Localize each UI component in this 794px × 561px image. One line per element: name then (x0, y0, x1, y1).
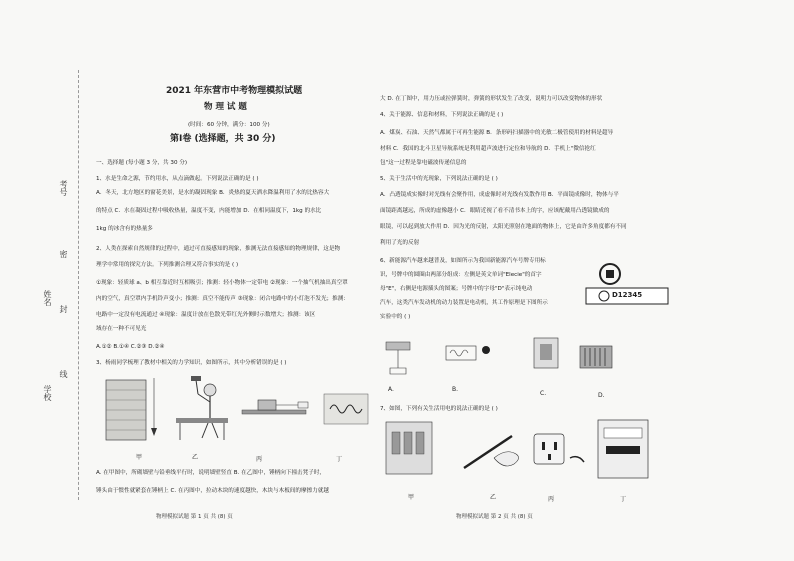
q3-label-ding: 丁 (336, 456, 343, 463)
q7-label-jia: 甲 (408, 494, 415, 501)
margin-feng: 封 (59, 305, 68, 313)
left-footer: 物理模拟试题 第 1 页 共 (8) 页 (156, 514, 233, 520)
margin-mi: 密 (59, 250, 68, 258)
right-footer: 物理模拟试题 第 2 页 共 (8) 页 (456, 514, 533, 520)
part-heading: 一、选择题 (每小题 3 分，共 30 分) (96, 160, 188, 166)
q2-line: 内的空气，真空罩内手机铃声变小；推测：真空不能传声 ③现象：闭合电路中的小灯泡不发光；推测： (96, 296, 349, 302)
option-d-heater (580, 346, 612, 368)
spring-figure (324, 394, 368, 424)
q4-option-line: A．煤炭、石油、天然气都属于可再生能源 B．条形码扫描器中的光敏二极管使用的材料是超导 (380, 130, 614, 136)
q6-line: 汽车，这类汽车发动机的动力装置是电动机，其工作原理是下图所示 (380, 300, 548, 306)
q1-line: A．冬天，北方地区的窗花美景，是水的凝固现象 B．炎热的夏天洒水降温利用了水的比热容大 (96, 190, 330, 196)
margin-xian: 线 (59, 370, 68, 378)
q3-option-line: 锤头由于惯性就紧套在锤柄上 C. 在丙图中，拉动木块的速度越快，木块与木板间的摩擦力就越 (96, 488, 329, 494)
brick-wall-figure (106, 378, 157, 440)
q7-label-bing: 丙 (548, 496, 555, 503)
binding-margin (28, 180, 88, 420)
q2-line: 域存在一种不可见光 (96, 326, 147, 332)
q3-label-bing: 丙 (256, 456, 263, 463)
q7-figures (384, 418, 654, 488)
exam-meta: (时间：60 分钟，满分：100 分) (188, 122, 270, 128)
q6-line: 母"E"，右侧是电源插头的图案；号牌中的字母"D"表示纯电动 (380, 286, 533, 292)
hammer-figure (176, 376, 228, 440)
q6-label-b: B. (452, 386, 459, 393)
q4-option-line: 材料 C．我国的北斗卫星导航系统是利用超声波进行定位和导航的 D．手机上"微信抢红 (380, 146, 596, 152)
q6-line: 6、新能源汽车越来越普及，如图所示为我国新能源汽车号牌专用标 (380, 258, 546, 264)
q6-label-a: A. (388, 386, 394, 393)
test-pen-figure (464, 436, 519, 468)
margin-kaohao: 考号 (59, 180, 68, 196)
q5-option-line: 面镜距离越远，所成的虚像越小 C．眼睛近视了看不清书本上的字，应该配戴用凸透镜做成的 (380, 208, 610, 214)
q2-line: 电路中一定没有电流通过 ④现象：温度计放在色散光带红光外侧时示数增大；推测：该区 (96, 312, 316, 318)
q6-label-d: D. (598, 392, 605, 399)
exam-subtitle: 物 理 试 题 (204, 102, 247, 112)
q2-options: A.①② B.①④ C.②③ D.②④ (96, 344, 165, 350)
q1-line: 1、水是生命之源，节约用水，从点滴做起。下列说法正确的是 ( ) (96, 176, 259, 182)
q5-option-line: A．凸透镜成实像时对光线有会聚作用，成虚像时对光线有发散作用 B．平面镜成像时，物体与平 (380, 192, 619, 198)
q7-stem: 7、如图，下列有关生活用电的说法正确的是 ( ) (380, 406, 498, 412)
q7-label-yi: 乙 (490, 494, 497, 501)
fuse-box-figure (386, 422, 432, 474)
socket-figure (534, 434, 584, 464)
margin-xuexiao: 学校 (43, 385, 52, 401)
q2-line: ①现象：轻质球 a、b 相互靠近时互相吸引；推测：轻小物体一定带电 ②现象：一个抽气机抽出真空罩 (96, 280, 348, 286)
q2-line: 理学中常用的探究方法。下列推测合理又符合事实的是 ( ) (96, 262, 239, 268)
option-b-coil (446, 346, 490, 360)
q3-label-yi: 乙 (192, 454, 199, 461)
binding-line (78, 70, 79, 500)
q2-line: 2、人类在探索自然规律的过程中，通过可直接感知的现象，推测无法直接感知的物理规律，这是物 (96, 246, 341, 252)
q3-label-jia: 甲 (136, 454, 143, 461)
q5-option-line: 眼镜，可以起到放大作用 D．因为光的反射，太阳光照射在地面的物体上，它是由许多角度都有不同 (380, 224, 627, 230)
section-heading: 第Ⅰ卷 (选择题，共 30 分) (170, 134, 276, 144)
q1-line: 1kg 的冰含有的热量多 (96, 226, 153, 232)
q6-label-c: C. (540, 390, 547, 397)
q1-line: 的特点 C．水在凝固过程中吸收热量，温度不变，内能增加 D．在相同温度下，1kg 的水比 (96, 208, 322, 214)
meter-figure (598, 420, 648, 478)
q6-line: 识，号牌中的圆圈由两部分组成：左侧是英文单词"Elecie"的首字 (380, 272, 542, 278)
margin-xingming: 姓名 (43, 290, 52, 306)
q3-figures (102, 372, 372, 450)
block-board-figure (242, 400, 308, 414)
exam-title: 2021 年东营市中考物理模拟试题 (166, 86, 303, 96)
option-c-motor (534, 338, 558, 368)
plate-number: D12345 (612, 291, 643, 299)
q3-stem: 3、杨雨同学梳理了教材中相关的力学知识，如图所示，其中分析错误的是 ( ) (96, 360, 287, 366)
option-a-magnet (386, 342, 410, 374)
q5-stem: 5、关于生活中的光现象，下列说法正确的是 ( ) (380, 176, 498, 182)
q3-option-line: A. 在甲图中，所砌墙壁与铅垂线平行时，说明墙壁竖直 B. 在乙图中，锤柄向下撞击凳子时， (96, 470, 326, 476)
q3-continued: 大 D. 在丁图中，用力压或拉弹簧时，弹簧的形状发生了改变，说明力可以改变物体的形状 (380, 96, 603, 102)
q4-stem: 4、关于能源、信息和材料，下列说法正确的是 ( ) (380, 112, 504, 118)
q7-label-ding: 丁 (620, 496, 627, 503)
q4-option-line: 包"这一过程是靠电磁波传递信息的 (380, 160, 467, 166)
q5-option-line: 利用了光的反射 (380, 240, 420, 246)
q6-option-figures (382, 328, 622, 386)
ev-plate-logo (582, 262, 672, 308)
q6-line: 实验中的 ( ) (380, 314, 411, 320)
